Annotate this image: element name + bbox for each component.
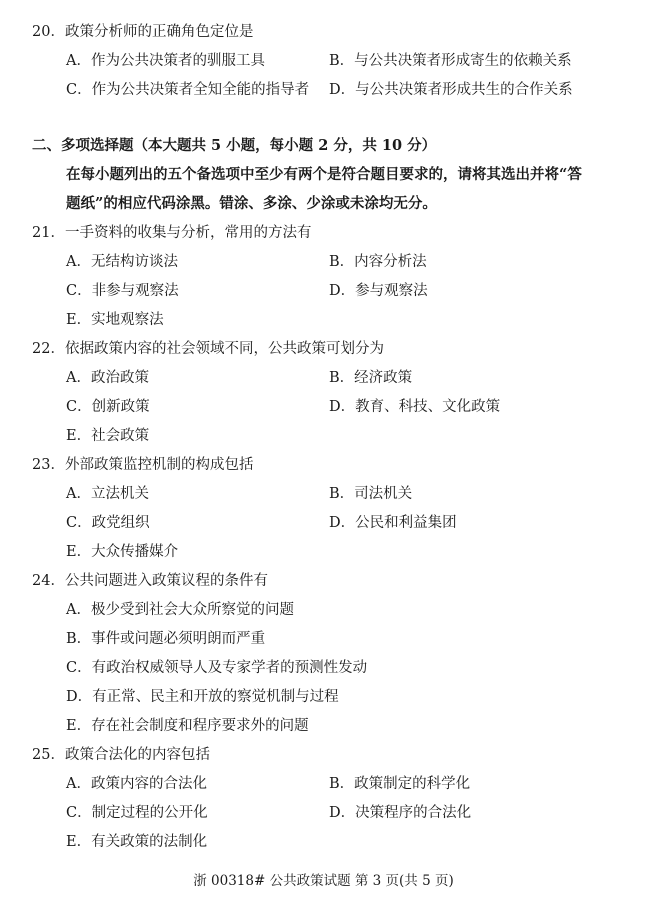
question-24-option-e: E．存在社会制度和程序要求外的问题 [66,718,309,734]
section-2-instructions-line-2: 题纸”的相应代码涂黑。错涂、多涂、少涂或未涂均无分。 [66,195,437,212]
question-24-option-b: B．事件或问题必须明朗而严重 [66,631,266,647]
section-2-heading: 二、多项选择题（本大题共 5 小题，每小题 2 分，共 10 分） [32,137,437,154]
page-footer: 浙 00318# 公共政策试题 第 3 页(共 5 页) [193,873,454,889]
question-22-option-e: E．社会政策 [66,428,150,444]
question-21-stem: 21．一手资料的收集与分析，常用的方法有 [32,225,312,241]
question-25-stem: 25．政策合法化的内容包括 [32,747,210,763]
question-23-option-b: B．司法机关 [329,486,413,502]
section-2-instructions-line-1: 在每小题列出的五个备选项中至少有两个是符合题目要求的，请将其选出并将“答 [66,166,582,183]
question-22-stem: 22．依据政策内容的社会领域不同，公共政策可划分为 [32,341,384,357]
question-20-option-a: A．作为公共决策者的驯服工具 [66,53,265,69]
question-21-option-d: D．参与观察法 [329,283,428,299]
question-22-option-c: C．创新政策 [66,399,150,415]
question-25-option-b: B．政策制定的科学化 [329,776,471,792]
question-21-option-c: C．非参与观察法 [66,283,179,299]
question-23-option-c: C．政党组织 [66,515,150,531]
question-23-stem: 23．外部政策监控机制的构成包括 [32,457,254,473]
question-25-option-d: D．决策程序的合法化 [329,805,472,821]
question-23-option-d: D．公民和利益集团 [329,515,457,531]
question-20-stem: 20．政策分析师的正确角色定位是 [32,24,254,40]
question-20-option-c: C．作为公共决策者全知全能的指导者 [66,82,310,98]
question-24-stem: 24．公共问题进入政策议程的条件有 [32,573,268,589]
question-21-option-a: A．无结构访谈法 [66,254,178,270]
question-24-option-d: D．有正常、民主和开放的察觉机制与过程 [66,689,339,705]
question-25-option-e: E．有关政策的法制化 [66,834,208,850]
question-25-option-a: A．政策内容的合法化 [66,776,207,792]
question-24-option-c: C．有政治权威领导人及专家学者的预测性发动 [66,660,368,676]
question-22-option-d: D．教育、科技、文化政策 [329,399,501,415]
question-25-option-c: C．制定过程的公开化 [66,805,208,821]
question-21-option-b: B．内容分析法 [329,254,427,270]
question-21-option-e: E．实地观察法 [66,312,164,328]
question-20-option-b: B．与公共决策者形成寄生的依赖关系 [329,53,572,69]
question-22-option-b: B．经济政策 [329,370,413,386]
question-23-option-a: A．立法机关 [66,486,149,502]
question-20-option-d: D．与公共决策者形成共生的合作关系 [329,82,573,98]
question-23-option-e: E．大众传播媒介 [66,544,179,560]
question-24-option-a: A．极少受到社会大众所察觉的问题 [66,602,294,618]
question-22-option-a: A．政治政策 [66,370,149,386]
